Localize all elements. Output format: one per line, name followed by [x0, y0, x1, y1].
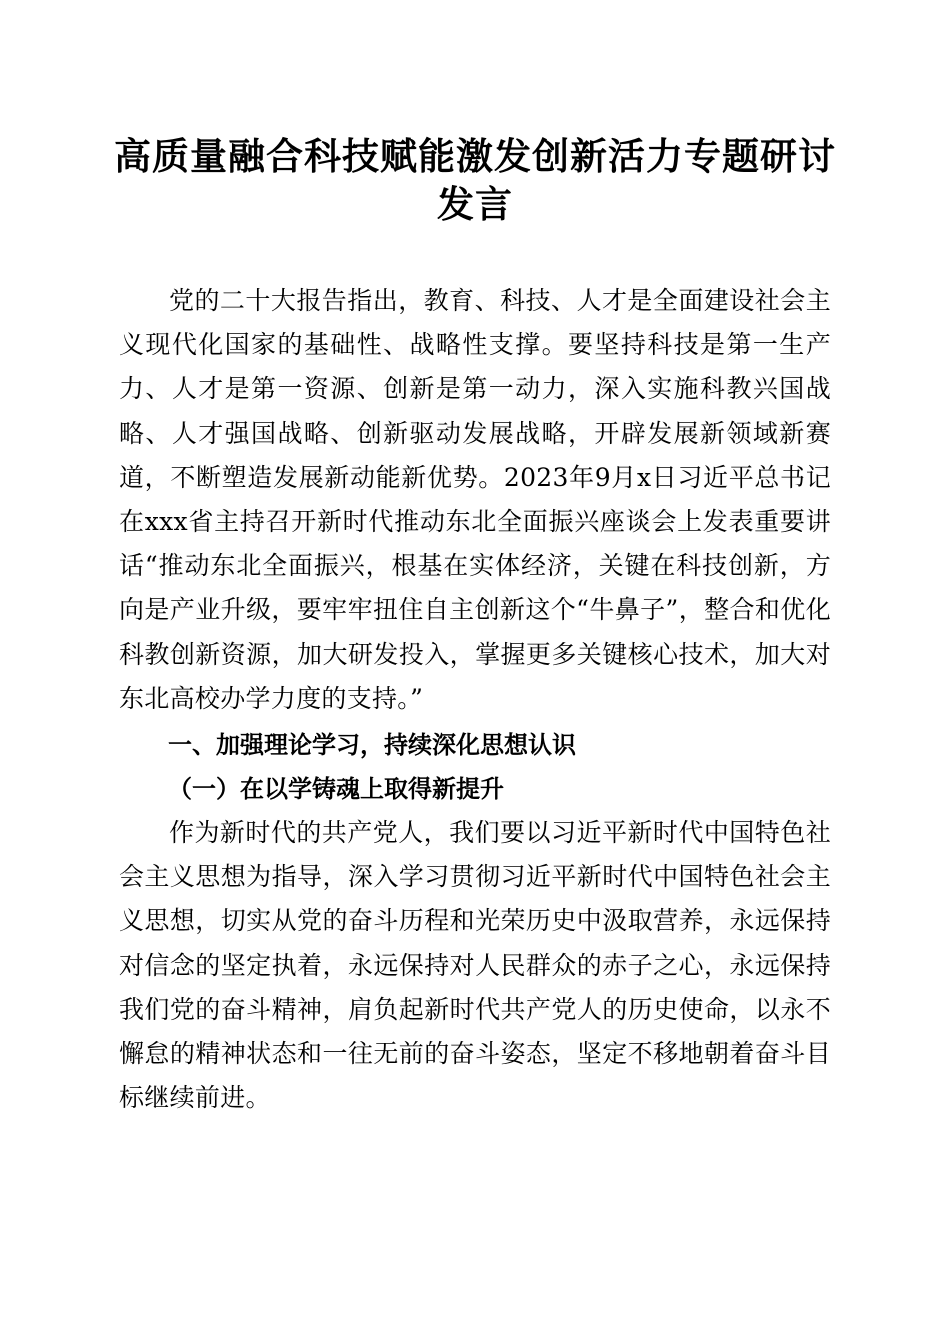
- subsection-paragraph: 作为新时代的共产党人，我们要以习近平新时代中国特色社会主义思想为指导，深入学习贯彻习近平新时代中国特色社会主义思想，切实从党的奋斗历程和光荣历史中汲取营养，永远保持对信念的坚定执着，永远保持对人民群众的赤子之心，永远保持我们党的奋斗精神，肩负起新时代共产党人的历史使命，以永不懈怠的精神状态和一往无前的奋斗姿态，坚定不移地朝着奋斗目标继续前进。: [119, 818, 831, 1113]
- document-title: 高质量融合科技赋能激发创新活力专题研讨发言: [114, 134, 836, 226]
- subsection-heading-1-1: （一）在以学铸魂上取得新提升: [168, 775, 504, 803]
- section-heading-1: 一、加强理论学习，持续深化思想认识: [168, 731, 576, 759]
- intro-paragraph: 党的二十大报告指出，教育、科技、人才是全面建设社会主义现代化国家的基础性、战略性支撑。要坚持科技是第一生产力、人才是第一资源、创新是第一动力，深入实施科教兴国战略、人才强国战略、创新驱动发展战略，开辟发展新领域新赛道，不断塑造发展新动能新优势。2023年9月x日习近平总书记在xxx省主持召开新时代推动东北全面振兴座谈会上发表重要讲话“推动东北全面振兴，根基在实体经济，关键在科技创新，方向是产业升级，要牢牢扭住自主创新这个“牛鼻子”，整合和优化科教创新资源，加大研发投入，掌握更多关键核心技术，加大对东北高校办学力度的支持。”: [119, 286, 831, 713]
